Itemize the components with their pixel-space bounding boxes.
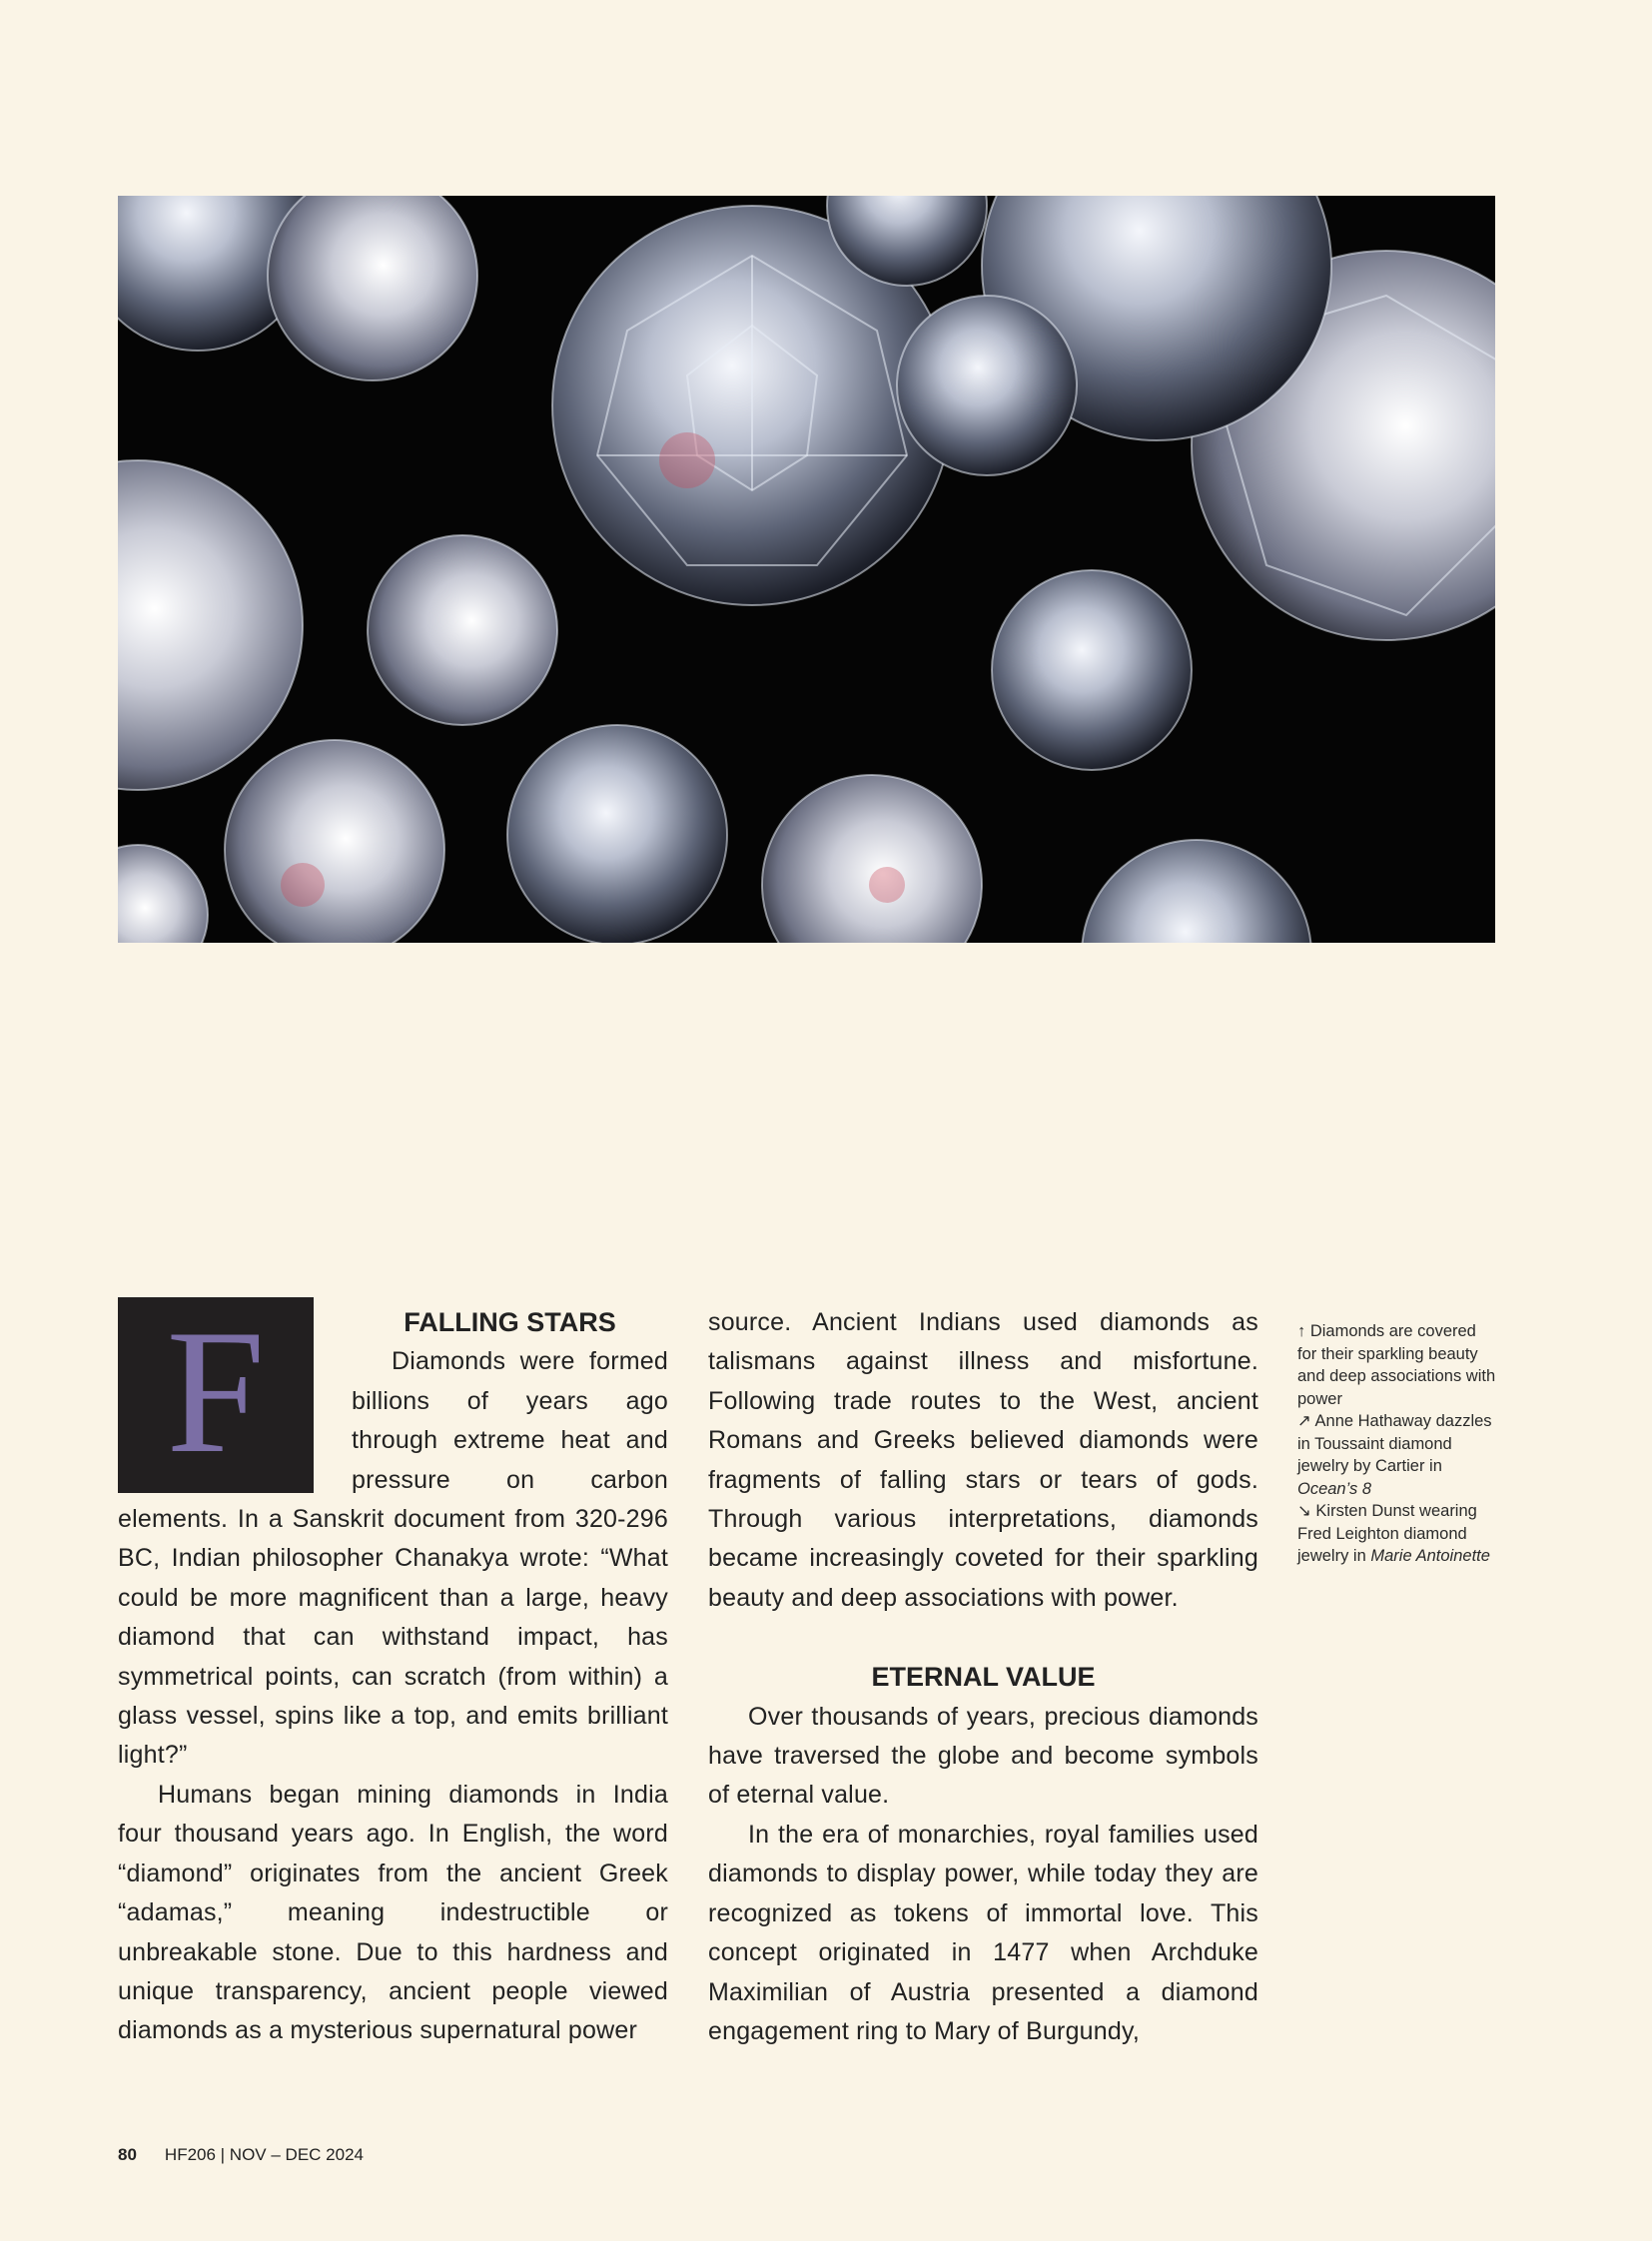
arrow-up-right-icon: ↗ bbox=[1297, 1412, 1311, 1430]
paragraph-2: Humans began mining diamonds in India four thousand years ago. In English, the word “diamond” originates from the ancient Greek “adamas,” meaning indestructible or unbreakable stone. Due to this hardness and unique transparency, ancient people viewed diamonds as a mysterious supernatural power bbox=[118, 1780, 668, 2045]
photo-caption bbox=[1297, 1320, 1497, 1568]
paragraph-4: Over thousands of years, precious diamonds have traversed the globe and become symbols of eternal value. bbox=[708, 1702, 1258, 1810]
caption-line-1: Diamonds are covered for their sparkling beauty and deep associations with power bbox=[1297, 1322, 1496, 1408]
diamonds-photo bbox=[118, 196, 1495, 943]
drop-cap-box bbox=[118, 1292, 314, 1493]
page-number: 80 bbox=[118, 2145, 137, 2164]
article-column-2 bbox=[708, 1303, 1258, 2051]
arrow-up-icon: ↑ bbox=[1297, 1322, 1306, 1340]
paragraph-3: source. Ancient Indians used diamonds as talismans against illness and misfortune. Following trade routes to the West, ancient Romans and Greeks believed diamonds were fragments of falling stars or tears of gods. Through various interpretations, diamonds became increasingly coveted for their sparkling beauty and deep associations with power. bbox=[708, 1308, 1258, 1612]
caption-film-1: Ocean’s 8 bbox=[1297, 1479, 1371, 1498]
section-heading-falling-stars: FALLING STARS bbox=[404, 1307, 616, 1337]
drop-cap-letter: F bbox=[166, 1292, 266, 1490]
issue-info: HF206 | NOV – DEC 2024 bbox=[164, 2145, 364, 2164]
paragraph-5: In the era of monarchies, royal families used diamonds to display power, while today they are recognized as tokens of immortal love. This concept originated in 1477 when Archduke Maximilian of Austria presented a diamond engagement ring to Mary of Burgundy, bbox=[708, 1820, 1258, 2045]
caption-line-3: Kirsten Dunst wearing Fred Leighton diamond jewelry in bbox=[1297, 1502, 1477, 1565]
arrow-down-right-icon: ↘ bbox=[1297, 1502, 1311, 1520]
article-column-1 bbox=[118, 1292, 668, 2051]
paragraph-1: Diamonds were formed billions of years ago through extreme heat and pressure on carbon elements. In a Sanskrit document from 320-296 BC, Indian philosopher Chanakya wrote: “What could be more magnificent than a large, heavy diamond that can withstand impact, has symmetrical points, can scratch (from within) a glass vessel, spins like a top, and emits brilliant light?” bbox=[118, 1347, 668, 1770]
caption-film-2: Marie Antoinette bbox=[1370, 1547, 1490, 1565]
section-heading-eternal-value: ETERNAL VALUE bbox=[871, 1662, 1096, 1693]
diamonds-illustration bbox=[118, 196, 1495, 943]
page-footer bbox=[118, 2145, 364, 2165]
caption-line-2: Anne Hathaway dazzles in Toussaint diamond jewelry by Cartier in bbox=[1297, 1412, 1492, 1475]
